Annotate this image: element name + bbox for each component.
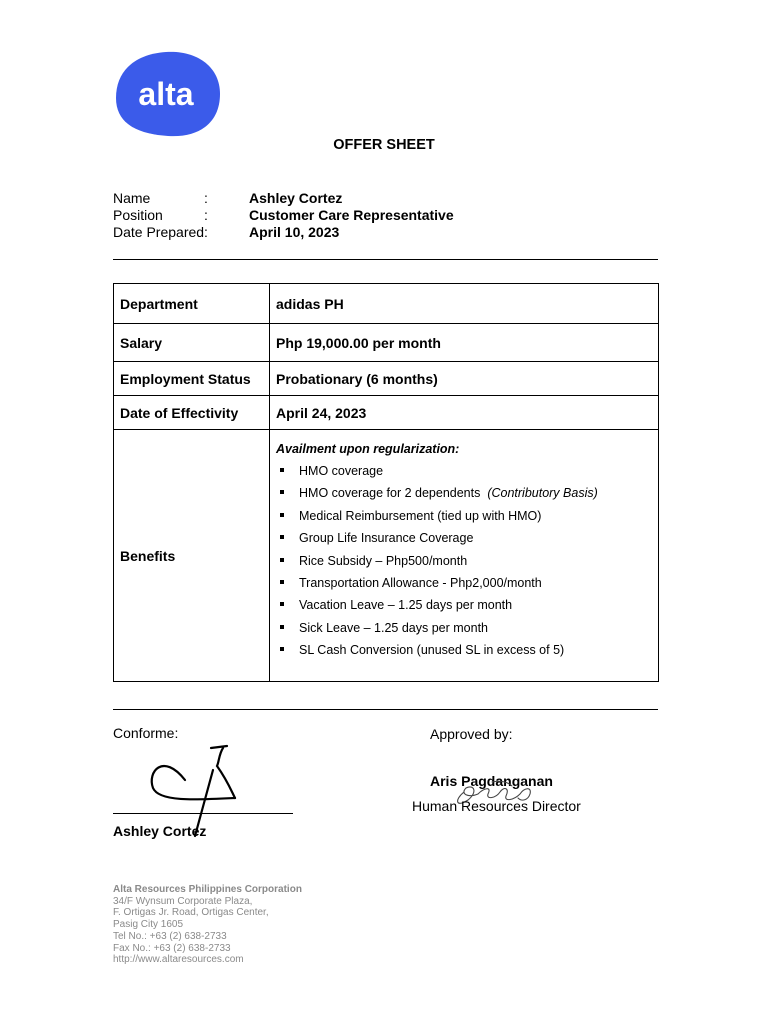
- table-row-salary: [114, 324, 659, 362]
- footer-website-link[interactable]: http://www.altaresources.com: [113, 954, 244, 966]
- benefits-heading: Availment upon regularization:: [276, 442, 460, 456]
- bullet-icon: [280, 468, 284, 472]
- benefit-item: [276, 642, 652, 664]
- table-divider: [113, 709, 658, 710]
- benefit-text: Group Life Insurance Coverage: [299, 531, 474, 546]
- position-label: Position: [113, 207, 163, 223]
- benefit-item: [276, 485, 652, 507]
- name-colon: :: [204, 190, 208, 206]
- benefits-label: Benefits: [114, 430, 270, 682]
- approver-title: Human Resources Director: [412, 798, 581, 814]
- date-prepared-label: Date Prepared:: [113, 224, 208, 240]
- bullet-icon: [280, 602, 284, 606]
- benefit-item: [276, 620, 652, 642]
- bullet-icon: [280, 513, 284, 517]
- benefit-text: Medical Reimbursement (tied up with HMO): [299, 508, 542, 523]
- date-prepared-value: April 10, 2023: [249, 224, 340, 240]
- document-title: OFFER SHEET: [333, 137, 435, 153]
- header-divider: [113, 259, 658, 260]
- company-footer: [113, 884, 302, 966]
- name-label: Name: [113, 190, 151, 206]
- footer-address-line: Pasig City 1605: [113, 919, 184, 931]
- benefits-cell: [270, 430, 659, 682]
- benefit-text: HMO coverage: [299, 464, 384, 478]
- bullet-icon: [280, 625, 284, 629]
- benefit-list: [276, 463, 652, 665]
- benefit-note: (Contributory Basis): [487, 486, 598, 501]
- benefit-text: Vacation Leave – 1.25 days per month: [299, 598, 513, 613]
- benefit-item: [276, 597, 652, 619]
- benefit-item: [276, 553, 652, 575]
- logo-text: alta: [138, 76, 194, 112]
- benefit-item: [276, 463, 652, 485]
- employment-status-value: Probationary (6 months): [270, 362, 659, 396]
- benefit-text: SL Cash Conversion (unused SL in excess of 5): [299, 643, 565, 658]
- benefit-text: Rice Subsidy – Php500/month: [299, 553, 468, 568]
- effectivity-label: Date of Effectivity: [114, 396, 270, 430]
- footer-address-line: 34/F Wynsum Corporate Plaza,: [113, 895, 253, 907]
- benefit-text: Sick Leave – 1.25 days per month: [299, 620, 489, 635]
- bullet-icon: [280, 558, 284, 562]
- department-label: Department: [114, 284, 270, 324]
- benefit-text: Transportation Allowance - Php2,000/month: [299, 575, 542, 590]
- table-row-effectivity: [114, 396, 659, 430]
- salary-value: Php 19,000.00 per month: [270, 324, 659, 362]
- employment-status-label: Employment Status: [114, 362, 270, 396]
- conforme-name: Ashley Cortez: [113, 823, 207, 839]
- footer-address-line: F. Ortigas Jr. Road, Ortigas Center,: [113, 907, 269, 919]
- signature-line: [113, 813, 293, 814]
- table-row-benefits: [114, 430, 659, 682]
- benefit-item: [276, 530, 652, 552]
- conforme-label: Conforme:: [113, 725, 179, 741]
- bullet-icon: [280, 580, 284, 584]
- approver-name: Aris Pagdanganan: [430, 773, 553, 789]
- benefit-text: HMO coverage for 2 dependents: [299, 486, 481, 501]
- table-row-department: [114, 284, 659, 324]
- bullet-icon: [280, 535, 284, 539]
- benefit-item: [276, 575, 652, 597]
- footer-tel: Tel No.: +63 (2) 638-2733: [113, 930, 227, 942]
- position-colon: :: [204, 207, 208, 223]
- bullet-icon: [280, 490, 284, 494]
- salary-label: Salary: [114, 324, 270, 362]
- approved-by-label: Approved by:: [430, 726, 513, 742]
- footer-company: Alta Resources Philippines Corporation: [113, 884, 302, 895]
- alta-logo: [114, 50, 222, 138]
- position-value: Customer Care Representative: [249, 207, 454, 223]
- effectivity-value: April 24, 2023: [270, 396, 659, 430]
- offer-table: [113, 283, 659, 682]
- table-row-status: [114, 362, 659, 396]
- department-value: adidas PH: [270, 284, 659, 324]
- name-value: Ashley Cortez: [249, 190, 343, 206]
- benefit-item: [276, 508, 652, 530]
- footer-fax: Fax No.: +63 (2) 638-2733: [113, 942, 231, 954]
- bullet-icon: [280, 647, 284, 651]
